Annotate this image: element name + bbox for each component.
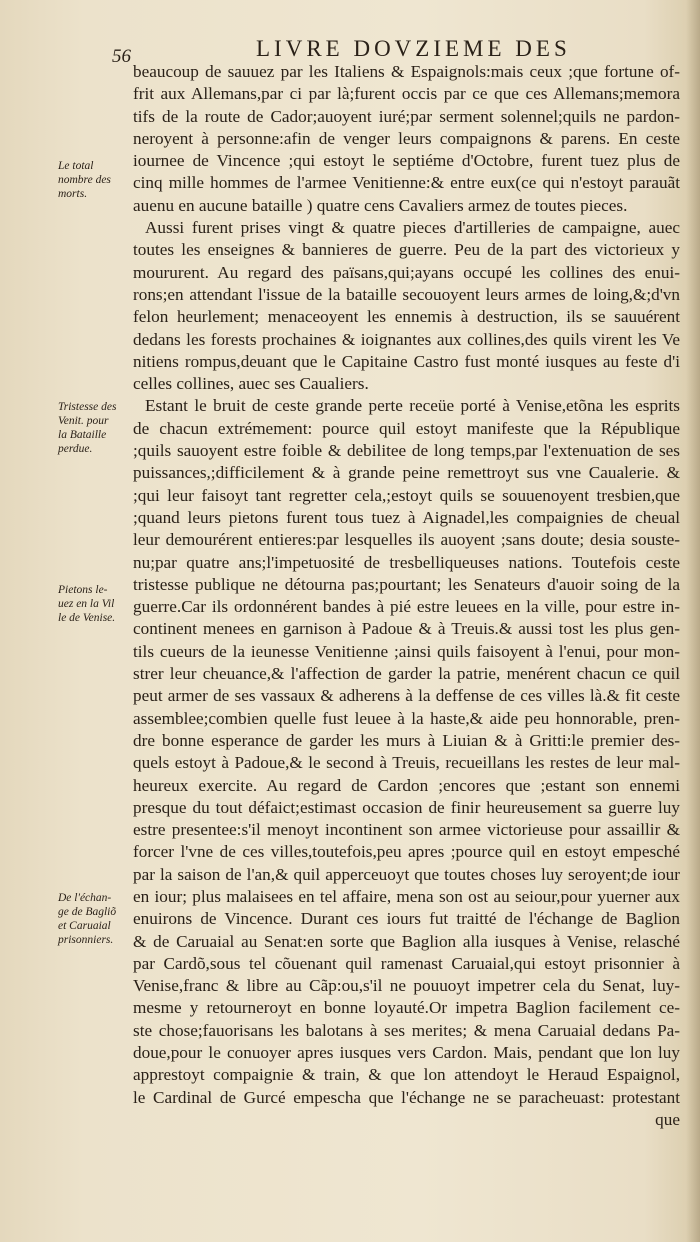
text-line: mesme y retourneroyt en bonne loyauté.Or impetra Baglion facilement ce- [133, 998, 680, 1018]
text-line: ;quils sauoyent estre foible & debilitee de long temps,par l'extenuation de ses [133, 441, 680, 461]
margin-note-line: uez en la Vil [58, 598, 115, 610]
text-line: apprestoyt compaignie & train, & que lon attendoyt le Heraud Espaignol, [133, 1065, 680, 1085]
text-line: estre presentee:s'il menoyt incontinent son armee victorieuse pour assaillir & [133, 820, 680, 840]
margin-note-line: Tristesse des [58, 401, 117, 413]
text-line: quels estoyt à Padoue,& le second à Treuis, recueillans les restes de leur mal- [133, 753, 680, 773]
text-line: le Cardinal de Gurcé empescha que l'échange ne se paracheuast: protestant [133, 1087, 680, 1107]
text-line: auenu en aucune bataille ) quatre cens Cavaliers armez de toutes pieces. [133, 195, 628, 215]
text-line: dre bonne esperance de garder les murs à Liuian & à Gritti:le premier des- [133, 730, 680, 750]
text-line: frit aux Allemans,par ci par là;furent occis par ce que ces Allemans;memora [133, 84, 680, 104]
text-line: forcer l'vne de ces villes,toutefois,peu apres ;pource quil en estoyt empesché [133, 842, 680, 862]
text-line: continent menees en garnison à Padoue & à Treuis.& aussi tost les plus gen- [133, 619, 680, 639]
margin-note-line: nombre des [58, 174, 111, 186]
text-line: felon heurlement; menaceoyent les ennemis à destruction, ils se sauuérent [133, 307, 680, 327]
body-text [133, 61, 680, 1131]
text-line: beaucoup de sauuez par les Italiens & Espaignols:mais ceux ;que fortune of- [133, 62, 680, 81]
text-line: guerre.Car ils ordonnérent bandes à pié estre leuees en la ville, pour estre in- [133, 597, 680, 617]
text-line: en iour; plus malaisees en tel affaire, mena son ost au seiour,pour yuerner aux [133, 886, 680, 906]
text-line: enuirons de Vincence. Durant ces iours fut traitté de l'échange de Baglion [133, 909, 680, 929]
text-line: tils cueurs de la ieunesse Venitienne ;ainsi quils faisoyent à l'enui, pour mon- [133, 641, 680, 661]
margin-note-line: le de Venise. [58, 612, 116, 624]
text-line: celles collines, auec ses Caualiers. [133, 374, 369, 394]
page-number: 56 [112, 46, 131, 67]
text-line: doue,pour le conuoyer apres iusques vers Cardon. Mais, pendant que lon luy [133, 1043, 680, 1063]
text-line: rons;en attendant l'issue de la bataille secouoyent leurs armes de loing,&;d'vn [133, 284, 680, 304]
text-line: puissances,;difficilement & à grande peine remettroyt sus vne Caualerie. & [133, 463, 680, 483]
margin-note-line: De l'échan- [58, 892, 112, 904]
margin-note-tristesse [58, 400, 132, 456]
margin-note-line: Pietons le- [58, 584, 108, 596]
text-line: moururent. Au regard des païsans,qui;ayans occupé les collines des enui- [133, 262, 680, 282]
text-line: strer leur cheuance,& l'affection de garder la patrie, menérent chacun ce quil [133, 664, 680, 684]
margin-note-line: ge de Bagliõ [58, 906, 117, 918]
margin-note-echange [58, 891, 132, 947]
text-line: cinq mille hommes de l'armee Venitienne:& entre eux(ce qui n'estoyt parauãt [133, 173, 680, 193]
margin-note-line: la Bataille [58, 429, 107, 441]
margin-note-line: Le total [58, 160, 94, 172]
text-line: toutes les enseignes & bannieres de guerre. Peu de la part des victorieux y [133, 240, 680, 260]
text-line: peut armer de ses vassaux & adherens à la deffense de ces villes là.& fit ceste [133, 686, 680, 706]
text-line: neroyent à personne:afin de venger leurs compaignons & parens. En ceste [133, 128, 680, 148]
text-line: Estant le bruit de ceste grande perte receüe porté à Venise,etõna les esprits [145, 396, 680, 416]
running-title: LIVRE DOVZIEME DES [256, 36, 571, 61]
text-line: par la saison de l'an,& quil apperceuoyt que toutes choses luy seroyent;de iour [133, 864, 680, 884]
text-line: tristesse publique ne détourna pas;pourtant; les Senateurs d'auoir soing de la [133, 574, 680, 594]
text-line: leur demourérent entieres:par lesquelles ils auoyent ;sans doute; desia souste- [133, 530, 680, 550]
page-edge-shadow [686, 0, 700, 1242]
text-line: de chacun extrémement: pource quil estoyt manifeste que la République [133, 418, 680, 438]
margin-note-total-morts [58, 159, 132, 201]
text-line: & de Caruaial au Senat:en sorte que Baglion alla iusques à Venise, relasché [133, 931, 680, 951]
text-line: Aussi furent prises vingt & quatre pieces d'artilleries de campaigne, auec [145, 218, 680, 238]
text-line: nu;par quatre ans;l'impetuosité de tresbelliqueuses nations. Toutefois ceste [133, 552, 680, 572]
catchword: que [655, 1109, 680, 1129]
margin-note-line: prisonniers. [58, 934, 114, 946]
text-line: ;quand leurs pietons furent tous tuez à Aignadel,les compaignies de cheual [133, 507, 680, 527]
text-line: assemblee;combien quelle fust leuee à la haste,& aide peu honnorable, pren- [133, 708, 680, 728]
text-line: tifs de la route de Cador;auoyent iuré;par serment solennel;quils ne pardon- [133, 106, 680, 126]
text-line: presque du tout défaict;estimast occasion de finir heureusement sa guerre luy [133, 797, 680, 817]
text-line: iournee de Vincence ;qui estoyt le septiéme d'Octobre, furent tuez plus de [133, 151, 680, 171]
text-line: ste chose;fauorisans les balotans à ses merites; & mena Caruaial dedans Pa- [133, 1020, 680, 1040]
margin-note-line: Venit. pour [58, 415, 109, 427]
text-line: heureux exercite. Au regard de Cardon ;encores que ;estant son ennemi [133, 775, 680, 795]
margin-note-line: et Caruaial [58, 920, 111, 932]
text-line: Venise,franc & libre au Cãp:ou,s'il ne pouuoyt impetrer cela du Senat, luy- [133, 976, 680, 996]
margin-note-line: perdue. [58, 443, 93, 455]
margin-note-pietons [58, 583, 132, 625]
text-line: dedans les forests prochaines & ioignantes aux collines,des quils virent les Ve [133, 329, 680, 349]
text-line: ;qui leur faisoyt tant regretter cela,;estoyt quils se souuenoyent tresbien,que [133, 485, 680, 505]
margin-note-line: morts. [58, 188, 88, 200]
text-line: nitiens rompus,deuant que le Capitaine Castro fust monté iusques au feste d'i [133, 351, 680, 371]
text-line: par Cardõ,sous tel cõuenant quil ramenast Caruaial,qui estoyt prisonnier à [133, 953, 680, 973]
